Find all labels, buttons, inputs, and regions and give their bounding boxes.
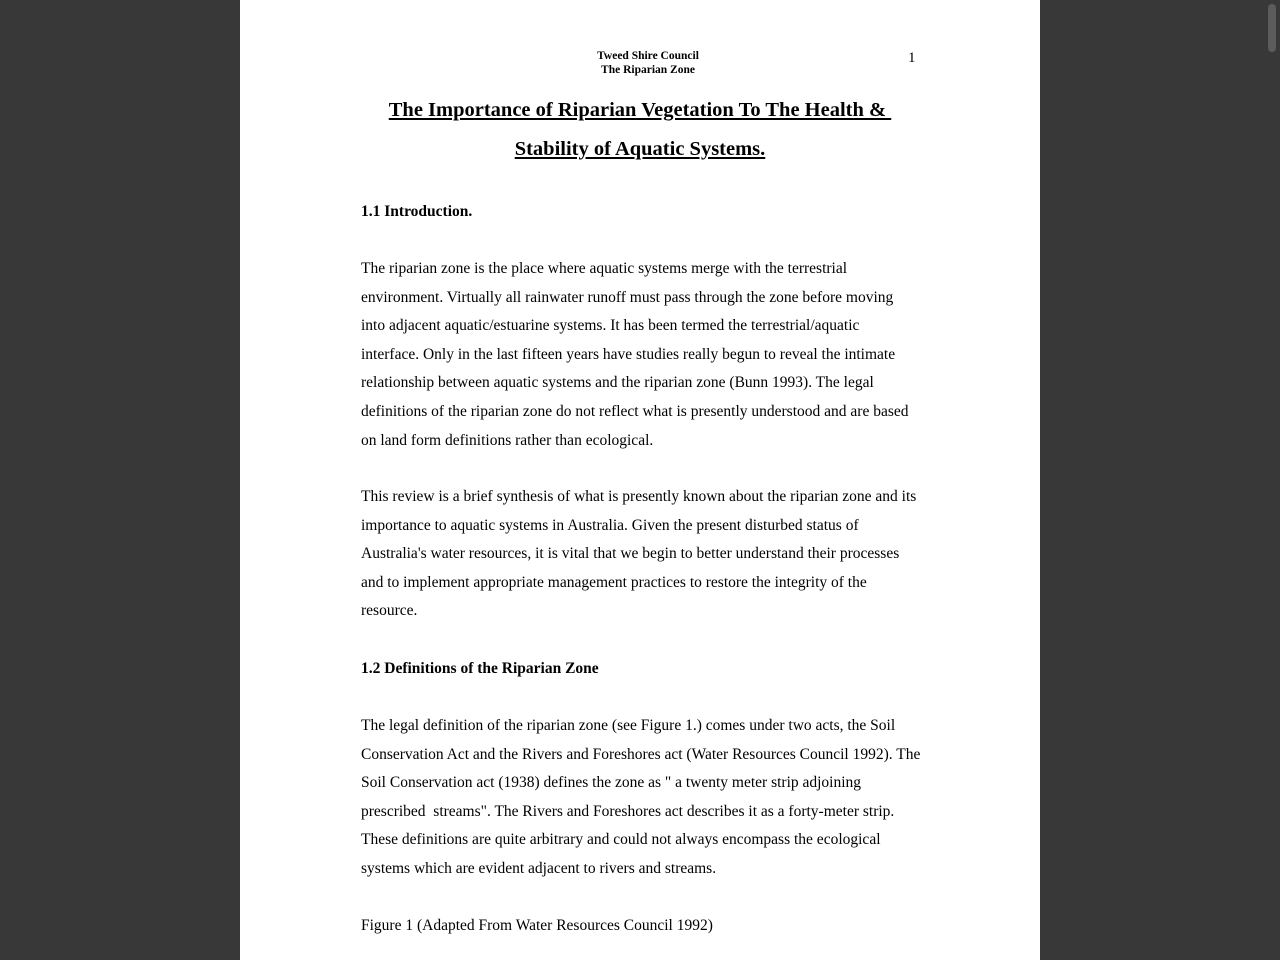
section-heading-definitions: 1.2 Definitions of the Riparian Zone	[361, 660, 599, 677]
paragraph-introduction-2: This review is a brief synthesis of what is presently known about the riparian zone and its importance to aquatic systems in Australia. Given the present disturbed status of Australia's water resources, it is vital that we begin to better understand their processes and to implement appropriate management practices to restore the integrity of the resource.	[361, 488, 917, 620]
document-title	[340, 91, 940, 169]
title-line-1: The Importance of Riparian Vegetation To The Health &	[388, 99, 892, 121]
figure-caption: Figure 1 (Adapted From Water Resources Council 1992)	[361, 917, 713, 934]
paragraph-introduction-1: The riparian zone is the place where aquatic systems merge with the terrestrial environment. Virtually all rainwater runoff must pass through the zone before moving into adjacent aquatic/estuarine systems. It has been termed the terrestrial/aquatic interface. Only in the last fifteen years have studies really begun to reveal the intimate relationship between aquatic systems and the riparian zone (Bunn 1993). The legal definitions of the riparian zone do not reflect what is presently understood and are based on land form definitions rather than ecological.	[361, 260, 909, 449]
page-number: 1	[908, 50, 916, 66]
document-page	[240, 0, 1040, 960]
section-heading-introduction: 1.1 Introduction.	[361, 203, 473, 220]
title-line-2: Stability of Aquatic Systems.	[514, 138, 766, 160]
vertical-scrollbar[interactable]	[1264, 0, 1280, 960]
header-subtitle: The Riparian Zone	[601, 64, 695, 76]
paragraph-definitions: The legal definition of the riparian zone (see Figure 1.) comes under two acts, the Soil Conservation Act and the Rivers and Foreshores act (Water Resources Council 1992). The Soil Conservation act (1938) defines the zone as " a twenty meter strip adjoining prescribed streams". The Rivers and Foreshores act describes it as a forty-meter strip. These definitions are quite arbitrary and could not always encompass the ecological systems which are evident adjacent to rivers and streams.	[361, 717, 925, 877]
header-organization: Tweed Shire Council	[597, 50, 699, 62]
running-header	[240, 49, 1040, 77]
scrollbar-thumb[interactable]	[1268, 4, 1276, 52]
